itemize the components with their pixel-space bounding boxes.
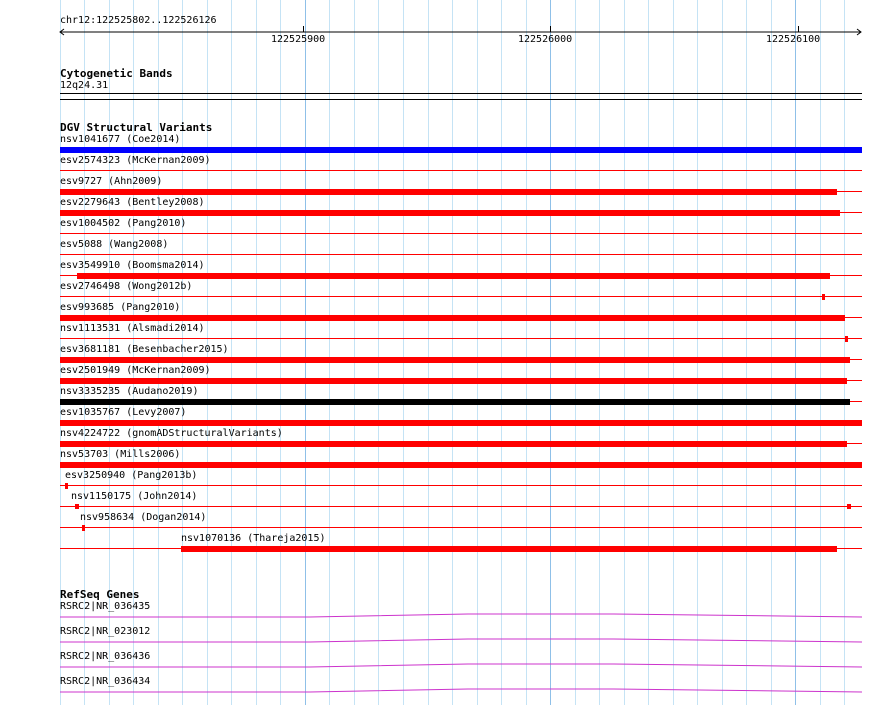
dgv-feature-label[interactable]: nsv1113531 (Alsmadi2014)	[60, 323, 205, 334]
dgv-feature-span[interactable]	[75, 506, 850, 507]
refseq-gene-label[interactable]: RSRC2|NR_036436	[60, 651, 151, 662]
grid-line	[403, 0, 404, 705]
refseq-gene-model[interactable]	[58, 606, 862, 618]
dgv-feature-label[interactable]: esv1004502 (Pang2010)	[60, 218, 187, 229]
ruler-tick	[303, 26, 304, 32]
dgv-feature-endpoint[interactable]	[847, 504, 851, 509]
grid-line-major	[305, 0, 306, 705]
dgv-feature-bar[interactable]	[822, 294, 825, 300]
cytoband-line-top	[60, 93, 862, 94]
dgv-feature-label[interactable]: esv993685 (Pang2010)	[60, 302, 181, 313]
location-label: chr12:122525802..122526126	[60, 15, 217, 26]
ruler-tick-label: 122526100	[766, 34, 821, 45]
grid-line	[329, 0, 330, 705]
dgv-row-line	[60, 296, 862, 297]
grid-line	[746, 0, 747, 705]
dgv-feature-bar[interactable]	[82, 525, 85, 531]
dgv-feature-label[interactable]: nsv1041677 (Coe2014)	[60, 134, 181, 145]
dgv-feature-label[interactable]: esv2574323 (McKernan2009)	[60, 155, 211, 166]
grid-line	[280, 0, 281, 705]
ruler-tick-label: 122525900	[271, 34, 326, 45]
ruler-tick	[550, 26, 551, 32]
ruler-tick-label: 122526000	[518, 34, 573, 45]
dgv-feature-label[interactable]: nsv1070136 (Thareja2015)	[181, 533, 326, 544]
dgv-feature-bar[interactable]	[181, 546, 837, 552]
grid-line-major	[795, 0, 796, 705]
dgv-feature-label[interactable]: esv9727 (Ahn2009)	[60, 176, 163, 187]
grid-line	[526, 0, 527, 705]
grid-line	[844, 0, 845, 705]
refseq-gene-model[interactable]	[58, 681, 862, 693]
refseq-gene-model[interactable]	[58, 631, 862, 643]
grid-line	[428, 0, 429, 705]
dgv-feature-bar[interactable]	[60, 462, 862, 468]
dgv-row-line	[60, 485, 862, 486]
cytoband-label: 12q24.31	[60, 80, 109, 91]
dgv-track-title: DGV Structural Variants	[60, 121, 213, 134]
dgv-feature-endpoint[interactable]	[75, 504, 79, 509]
grid-line	[722, 0, 723, 705]
dgv-feature-bar[interactable]	[60, 147, 862, 153]
grid-line	[820, 0, 821, 705]
dgv-feature-label[interactable]: nsv958634 (Dogan2014)	[80, 512, 207, 523]
dgv-feature-label[interactable]: esv2501949 (McKernan2009)	[60, 365, 211, 376]
refseq-gene-label[interactable]: RSRC2|NR_036434	[60, 676, 151, 687]
dgv-feature-bar[interactable]	[60, 210, 840, 216]
dgv-feature-label[interactable]: nsv1150175 (John2014)	[71, 491, 198, 502]
dgv-feature-label[interactable]: esv5088 (Wang2008)	[60, 239, 169, 250]
refseq-gene-label[interactable]: RSRC2|NR_023012	[60, 626, 151, 637]
dgv-feature-bar[interactable]	[60, 420, 862, 426]
ruler-tick	[798, 26, 799, 32]
dgv-feature-label[interactable]: esv3549910 (Boomsma2014)	[60, 260, 205, 271]
dgv-feature-label[interactable]: nsv53703 (Mills2006)	[60, 449, 181, 460]
grid-line	[231, 0, 232, 705]
dgv-feature-bar[interactable]	[60, 189, 837, 195]
dgv-row-line	[60, 338, 862, 339]
refseq-track-title: RefSeq Genes	[60, 588, 140, 601]
dgv-feature-bar[interactable]	[845, 336, 848, 342]
grid-line	[256, 0, 257, 705]
refseq-gene-model[interactable]	[58, 656, 862, 668]
cytogenetic-bands-title: Cytogenetic Bands	[60, 67, 173, 80]
dgv-row-line	[60, 170, 862, 171]
dgv-feature-bar[interactable]	[77, 273, 830, 279]
grid-line	[648, 0, 649, 705]
grid-line	[477, 0, 478, 705]
grid-line	[378, 0, 379, 705]
dgv-feature-label[interactable]: esv2746498 (Wong2012b)	[60, 281, 193, 292]
dgv-row-line	[60, 527, 862, 528]
dgv-feature-label[interactable]: nsv3335235 (Audano2019)	[60, 386, 199, 397]
dgv-feature-bar[interactable]	[60, 315, 845, 321]
dgv-feature-bar[interactable]	[60, 378, 847, 384]
dgv-feature-bar[interactable]	[60, 357, 850, 363]
grid-line-major	[550, 0, 551, 705]
grid-line	[771, 0, 772, 705]
dgv-feature-bar[interactable]	[65, 483, 68, 489]
dgv-feature-bar[interactable]	[60, 441, 847, 447]
dgv-feature-label[interactable]: esv3250940 (Pang2013b)	[65, 470, 198, 481]
grid-line	[697, 0, 698, 705]
grid-line	[599, 0, 600, 705]
grid-line	[452, 0, 453, 705]
cytoband-line-bottom	[60, 99, 862, 100]
grid-line	[673, 0, 674, 705]
refseq-gene-label[interactable]: RSRC2|NR_036435	[60, 601, 151, 612]
dgv-feature-label[interactable]: esv1035767 (Levy2007)	[60, 407, 187, 418]
grid-line	[575, 0, 576, 705]
dgv-feature-label[interactable]: nsv4224722 (gnomADStructuralVariants)	[60, 428, 283, 439]
dgv-row-line	[60, 233, 862, 234]
grid-line	[624, 0, 625, 705]
dgv-row-line	[60, 254, 862, 255]
ruler-axis[interactable]	[58, 26, 864, 38]
dgv-feature-label[interactable]: esv2279643 (Bentley2008)	[60, 197, 205, 208]
grid-line	[354, 0, 355, 705]
dgv-feature-label[interactable]: esv3681181 (Besenbacher2015)	[60, 344, 229, 355]
dgv-feature-bar[interactable]	[60, 399, 850, 405]
grid-line	[501, 0, 502, 705]
